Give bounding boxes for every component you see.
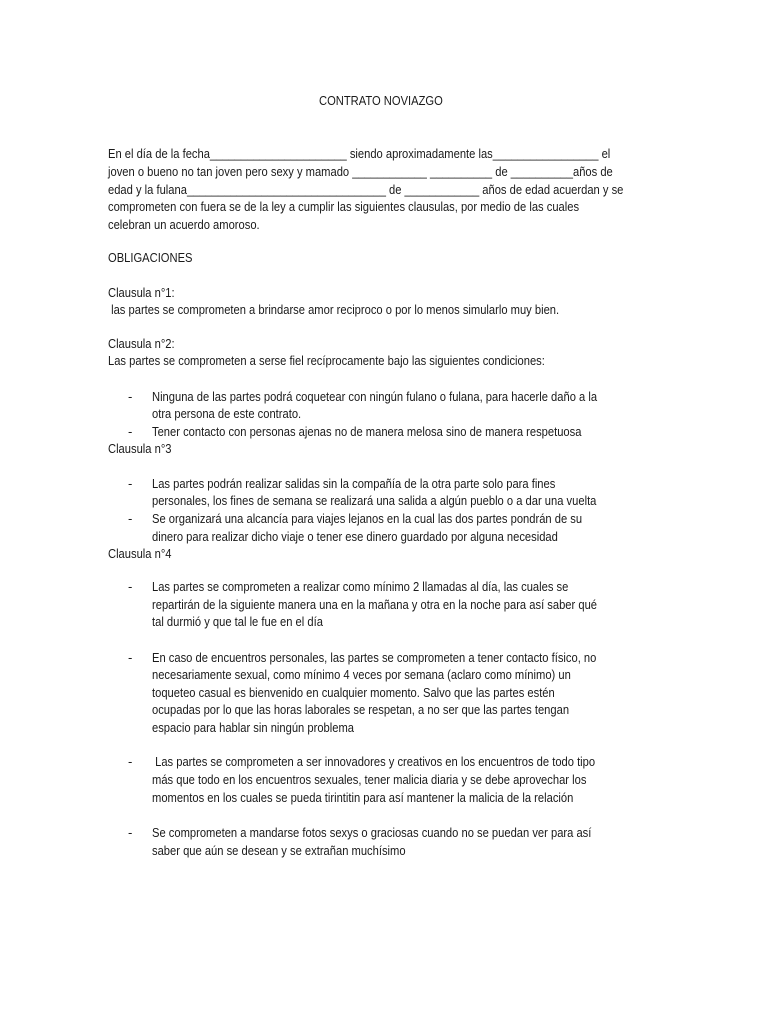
list-item-line: dinero para realizar dicho viaje o tener ese dinero guardado por alguna necesidad <box>152 529 558 544</box>
list-item-line: Ninguna de las partes podrá coquetear con ningún fulano o fulana, para hacerle daño a la <box>152 389 598 404</box>
list-item-line: otra persona de este contrato. <box>152 406 302 421</box>
list-item-line: Se organizará una alcancía para viajes lejanos en la cual las dos partes pondrán de su <box>152 511 583 526</box>
clausula-1-heading: Clausula n°1: <box>108 285 175 300</box>
document-title: CONTRATO NOVIAZGO <box>319 93 443 108</box>
bullet-dash: - <box>128 511 133 526</box>
intro-line: En el día de la fecha______________________ siendo aproximadamente las_________________ el <box>108 146 611 161</box>
intro-line: celebran un acuerdo amoroso. <box>108 217 260 232</box>
bullet-dash: - <box>128 825 133 840</box>
bullet-dash: - <box>128 424 133 439</box>
list-item-line: más que todo en los encuentros sexuales, tener malicia diaria y se debe aprovechar los <box>152 772 587 787</box>
list-item-line: saber que aún se desean y se extrañan muchísimo <box>152 843 406 858</box>
list-item-line: Las partes se comprometen a realizar como mínimo 2 llamadas al día, las cuales se <box>152 579 569 594</box>
list-item-line: En caso de encuentros personales, las partes se comprometen a tener contacto físico, no <box>152 650 597 665</box>
bullet-dash: - <box>128 389 133 404</box>
list-item-line: personales, los fines de semana se realizará una salida a algún pueblo o a dar una vuelta <box>152 493 597 508</box>
list-item-line: Se comprometen a mandarse fotos sexys o graciosas cuando no se puedan ver para así <box>152 825 592 840</box>
list-item-line: ocupadas por lo que las horas laborales se respetan, a no ser que las partes tengan <box>152 702 570 717</box>
clausula-2-heading: Clausula n°2: <box>108 336 175 351</box>
bullet-dash: - <box>128 650 133 665</box>
bullet-dash: - <box>128 476 133 491</box>
intro-line: edad y la fulana________________________________ de ____________ años de edad acuerdan y se <box>108 182 624 197</box>
clausula-3-heading: Clausula n°3 <box>108 441 172 456</box>
list-item-line: momentos en los cuales se pueda tirintitin para así mantener la malicia de la relación <box>152 790 574 805</box>
bullet-dash: - <box>128 579 133 594</box>
list-item-line: tal durmió y que tal le fue en el día <box>152 614 323 629</box>
list-item-line: Las partes se comprometen a ser innovadores y creativos en los encuentros de todo tipo <box>152 754 596 769</box>
section-heading-obligaciones: OBLIGACIONES <box>108 250 193 265</box>
list-item-line: repartirán de la siguiente manera una en la mañana y otra en la noche para así saber qué <box>152 597 598 612</box>
list-item-line: Las partes podrán realizar salidas sin la compañía de la otra parte solo para fines <box>152 476 556 491</box>
bullet-dash: - <box>128 754 133 769</box>
clausula-4-heading: Clausula n°4 <box>108 546 172 561</box>
clausula-1-text: las partes se comprometen a brindarse amor reciproco o por lo menos simularlo muy bien. <box>108 302 560 317</box>
intro-line: comprometen con fuera se de la ley a cumplir las siguientes clausulas, por medio de las cuales <box>108 199 580 214</box>
clausula-2-text: Las partes se comprometen a serse fiel recíprocamente bajo las siguientes condiciones: <box>108 353 545 368</box>
list-item-line: Tener contacto con personas ajenas no de manera melosa sino de manera respetuosa <box>152 424 582 439</box>
list-item-line: necesariamente sexual, como mínimo 4 veces por semana (aclaro como mínimo) un <box>152 667 571 682</box>
list-item-line: toqueteo casual es bienvenido en cualquier momento. Salvo que las partes estén <box>152 685 555 700</box>
list-item-line: espacio para hablar sin ningún problema <box>152 720 355 735</box>
intro-line: joven o bueno no tan joven pero sexy y mamado ____________ __________ de __________años de <box>108 164 613 179</box>
